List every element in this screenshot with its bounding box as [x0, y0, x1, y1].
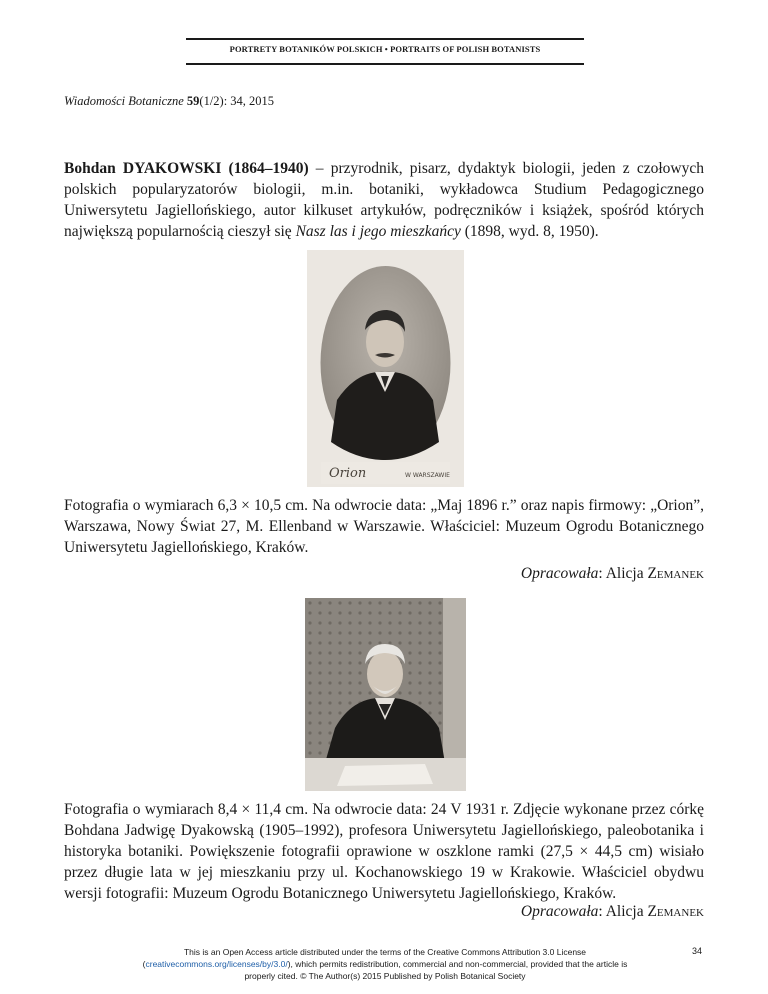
- license-line-2-rest: ), which permits redistribution, commercial and non-commercial, provided that the article is: [287, 959, 628, 969]
- license-footer: [110, 946, 660, 982]
- caption-photo-2: Fotografia o wymiarach 8,4 × 11,4 cm. Na odwrocie data: 24 V 1931 r. Zdjęcie wykonane przez córkę Bohdana Jadwigę Dyakowską (1905–1992), profesora Uniwersytetu Jagiellońskiego, paleobotanika i historyka botaniki. Powiększenie fotografii oprawione w oszklone ramki (27,5 × 44,5 cm) wisiało przez długie lata w jej mieszkaniu przy ul. Kochanowskiego 19 w Krakowie. Właściciel obydwu wersji fotografii: Muzeum Ogrodu Botanicznego Uniwersytetu Jagiellońskiego, Kraków.: [64, 801, 704, 902]
- author-role: Opracowała: [520, 903, 599, 920]
- author-lastname: Zemanek: [647, 903, 704, 920]
- header-rule-top: [186, 38, 584, 40]
- header-rule-bottom: [186, 63, 584, 65]
- caption-photo-1: Fotografia o wymiarach 6,3 × 10,5 cm. Na odwrocie data: „Maj 1896 r.” oraz napis firmowy: „Orion”, Warszawa, Nowy Świat 27, M. Ellenband w Warszawie. Właściciel: Muzeum Ogrodu Botanicznego Uniwersytetu Jagiellońskiego, Kraków.: [64, 497, 704, 556]
- license-line-2: [110, 958, 660, 970]
- biography-text: – przyrodnik, pisarz, dydaktyk biologii, jeden z czołowych polskich popularyzatorów biologii, m.in. botaniki, wykładowca Studium Pedagogicznego Uniwersytetu Jagiellońskiego, autor kilkuset artykułów, podręczników i książek, spośród których największą popularnością cieszył się: [64, 160, 704, 240]
- biography-paragraph: [64, 158, 704, 242]
- photographer-mark: Orion: [329, 466, 367, 481]
- portrait-photo-1896: [307, 250, 464, 487]
- license-link[interactable]: creativecommons.org/licenses/by/3.0/: [145, 959, 288, 969]
- studio-location-mark: W WARSZAWIE: [405, 472, 450, 479]
- biography-text-end: (1898, wyd. 8, 1950).: [460, 223, 599, 240]
- license-line-3: properly cited. © The Author(s) 2015 Published by Polish Botanical Society: [244, 971, 526, 981]
- author-role: Opracowała: [520, 565, 599, 582]
- author-lastname: Zemanek: [647, 565, 704, 582]
- license-paren-open: (: [142, 959, 146, 969]
- author-credit-2: [521, 903, 704, 921]
- portrait-photo-1931: [305, 598, 466, 791]
- journal-issue-pages: (1/2): 34, 2015: [199, 94, 275, 108]
- running-title: PORTRETY BOTANIKÓW POLSKICH • PORTRAITS OF POLISH BOTANISTS: [229, 44, 541, 54]
- author-firstname: : Alicja: [598, 565, 648, 582]
- journal-name: Wiadomości Botaniczne: [64, 94, 184, 108]
- book-title: Nasz las i jego mieszkańcy: [295, 223, 461, 240]
- journal-volume: 59: [186, 94, 200, 108]
- author-firstname: : Alicja: [598, 903, 648, 920]
- page-number: 34: [691, 946, 702, 956]
- botanist-name: Bohdan DYAKOWSKI (1864–1940): [64, 160, 309, 177]
- journal-citation: [64, 94, 274, 109]
- author-credit-1: [521, 565, 704, 583]
- license-line-1: This is an Open Access article distributed under the terms of the Creative Commons Attribution 3.0 License: [183, 947, 587, 957]
